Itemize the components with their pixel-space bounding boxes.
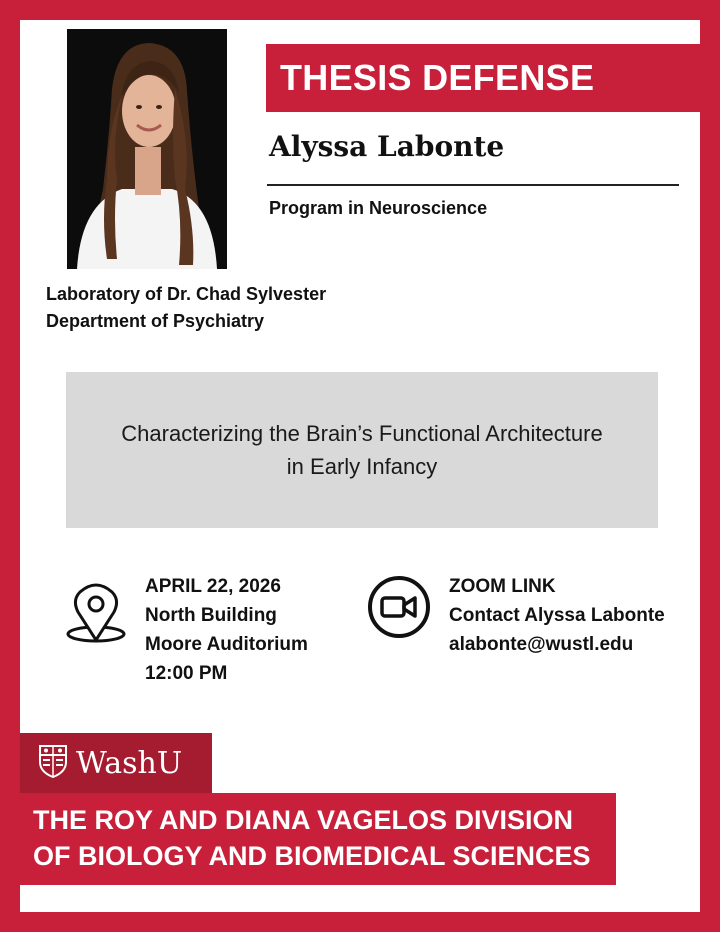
lab-name: Laboratory of Dr. Chad Sylvester [46, 284, 327, 304]
event-details [145, 572, 308, 688]
zoom-contact: Contact Alyssa Labonte [449, 605, 665, 626]
washu-logo [20, 733, 212, 793]
zoom-details [449, 572, 665, 659]
event-building: North Building [145, 605, 277, 626]
logo-wordmark: WashU [76, 745, 183, 781]
presenter-name: Alyssa Labonte [269, 130, 505, 163]
talk-title-line: in Early Infancy [286, 454, 438, 479]
lab-info [46, 281, 326, 335]
divider [267, 184, 679, 186]
division-line: OF BIOLOGY AND BIOMEDICAL SCIENCES [33, 841, 591, 871]
talk-title-box [66, 372, 658, 528]
talk-title-line: Characterizing the Brain’s Functional Architecture [121, 421, 603, 446]
event-date: APRIL 22, 2026 [145, 576, 281, 597]
location-pin-icon [64, 582, 128, 649]
department: Department of Psychiatry [46, 311, 265, 331]
event-time: 12:00 PM [145, 663, 228, 684]
video-camera-icon [366, 574, 432, 645]
shield-icon [38, 744, 68, 783]
title-banner: THESIS DEFENSE [266, 44, 700, 112]
poster [20, 20, 700, 912]
division-banner [20, 793, 616, 885]
program-name: Program in Neuroscience [269, 198, 488, 218]
contact-email[interactable]: alabonte@wustl.edu [449, 634, 634, 655]
event-room: Moore Auditorium [145, 634, 308, 655]
division-line: THE ROY AND DIANA VAGELOS DIVISION [33, 805, 574, 835]
portrait-photo [67, 29, 227, 269]
zoom-heading: ZOOM LINK [449, 576, 556, 597]
